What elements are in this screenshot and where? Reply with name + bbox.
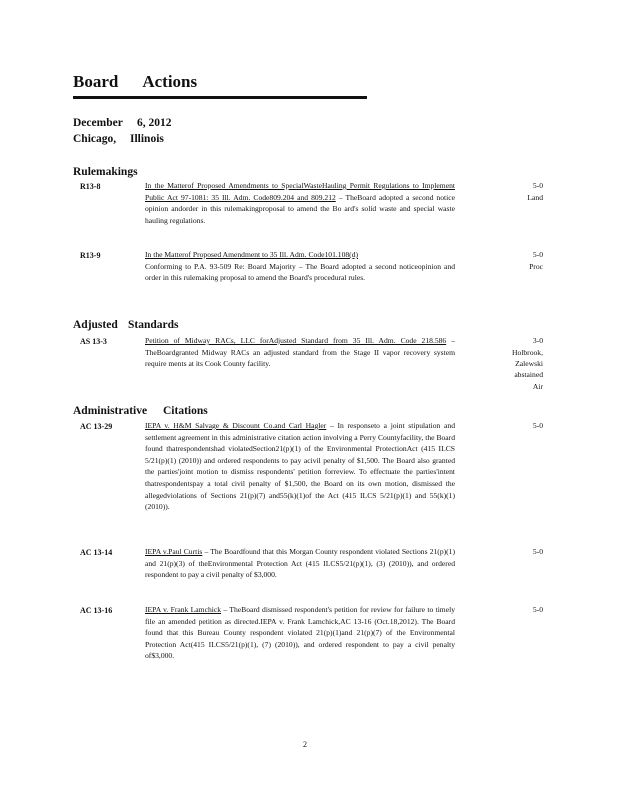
case-body: – TheBoardgranted Midway RACs an adjusted standard from the Stage II vapor recovery system require ments at its Cook County facility. (145, 336, 455, 369)
case-title: IEPA v.Paul Curtis (145, 547, 203, 556)
case-category: Air (532, 382, 543, 391)
vote-count: 3-0 (532, 336, 543, 345)
case-description (145, 335, 455, 370)
case-body: – The Boardfound that this Morgan County respondent violated Sections 21(p)(1) and 21(p)(3) of theEnvironmental Protection Act (415 ILCS5/21(p)(1), (3) (2010)), and ordered respondent to pay a civil penalty of $3,000. (145, 547, 455, 580)
case-description (145, 249, 455, 284)
case-body: Conforming to P.A. 93-509 Re: Board Majority – The Board adopted a second noticeopinion and order in this rulemaking proposal to amend the Board's procedural rules. (145, 261, 455, 283)
section-heading-citations: Citations (163, 405, 208, 417)
case-title: IEPA v. H&M Salvage & Discount Co.and Carl Hagler (145, 421, 327, 430)
vote-count: 5-0 (532, 421, 543, 430)
section-heading-standards: Standards (128, 319, 179, 331)
date-day-year: 6, 2012 (137, 117, 172, 129)
case-title: IEPA v. Frank Lamchick (145, 605, 222, 614)
case-number: R13-8 (80, 182, 101, 191)
case-number: AC 13-14 (80, 548, 113, 557)
case-description (145, 420, 455, 513)
section-heading-administrative: Administrative (73, 405, 148, 417)
title-rule (73, 96, 367, 99)
location-state: Illinois (130, 133, 164, 145)
case-title: In the Matterof Proposed Amendments to SpecialWasteHauling Permit Regulations to Implement Public Act 97-1081: 35 Ill. Adm. Code809.204 and 809.212 (145, 181, 455, 202)
case-number: AC 13-29 (80, 422, 113, 431)
case-number: AC 13-16 (80, 606, 113, 615)
title-word-2: Actions (142, 72, 198, 91)
case-body: – TheBoard adopted a second notice opinion andorder in this rulemakingproposal to amend the Bo ard's solid waste and special waste hauling regulations. (145, 192, 455, 225)
vote-count: 5-0 (532, 605, 543, 614)
vote-count: 5-0 (532, 181, 543, 190)
case-description (145, 180, 455, 226)
case-number: AS 13-3 (80, 337, 107, 346)
case-body: – In responseto a joint stipulation and settlement agreement in this administrative citation action involving a Perry Countyfacility, the Board found thatrespondentshad violatedSection21(p)(1) of the Environmental ProtectionAct (415 ILCS 5/21(p)(1) (2010)) and ordered respondents to pay acivil penalty of $1,500. The Board also granted the parties'joint motion to dismiss respondents' petition forreview. To effectuate the parties'intent thatrespondentspay a total civil penalty of $1,500, the Board on its own motion, dismissed the allegedviolations of Sections 21(p)(7) and55(k)(1)of the Act (415 ILCS 5/21(p)(1) and 55(k)(1) (2010)). (145, 421, 455, 512)
case-category: Land (527, 193, 543, 202)
section-heading-rulemakings: Rulemakings (73, 166, 138, 178)
vote-note: Holbrook, (511, 348, 543, 357)
case-title: In the Matterof Proposed Amendment to 35 Ill. Adm. Code101.108(d) (145, 250, 359, 259)
case-body: – TheBoard dismissed respondent's petition for review for failure to timely file an amended petition as directed.IEPA v. Frank Lamchick,AC 13-16 (Oct.18,2012). The Board found that this Bureau County respondent violated 21(p)(1)and 21(p)(7) of the Environmental Protection Act(415 ILCS5/21(p)(1), (7) (2010)), and ordered respondent to pay a civil penalty of$3,000. (145, 605, 455, 661)
page-title (73, 72, 197, 92)
vote-note: Zalewski (515, 359, 543, 368)
title-word-1: Board (73, 72, 119, 91)
case-category: Proc (529, 262, 543, 271)
section-heading-adjusted-word-1: Adjusted (73, 319, 118, 331)
vote-count: 5-0 (532, 547, 543, 556)
date-month: December (73, 117, 123, 129)
vote-count: 5-0 (532, 250, 543, 259)
case-number: R13-9 (80, 251, 101, 260)
section-heading-adjusted (73, 319, 118, 331)
case-title: Petition of Midway RACs, LLC forAdjusted Standard from 35 Ill. Adm. Code 218.586 (145, 336, 447, 345)
page-number: 2 (303, 740, 307, 749)
case-description (145, 546, 455, 581)
case-description (145, 604, 455, 662)
location-city: Chicago, (73, 133, 117, 145)
vote-note: abstained (514, 370, 543, 379)
